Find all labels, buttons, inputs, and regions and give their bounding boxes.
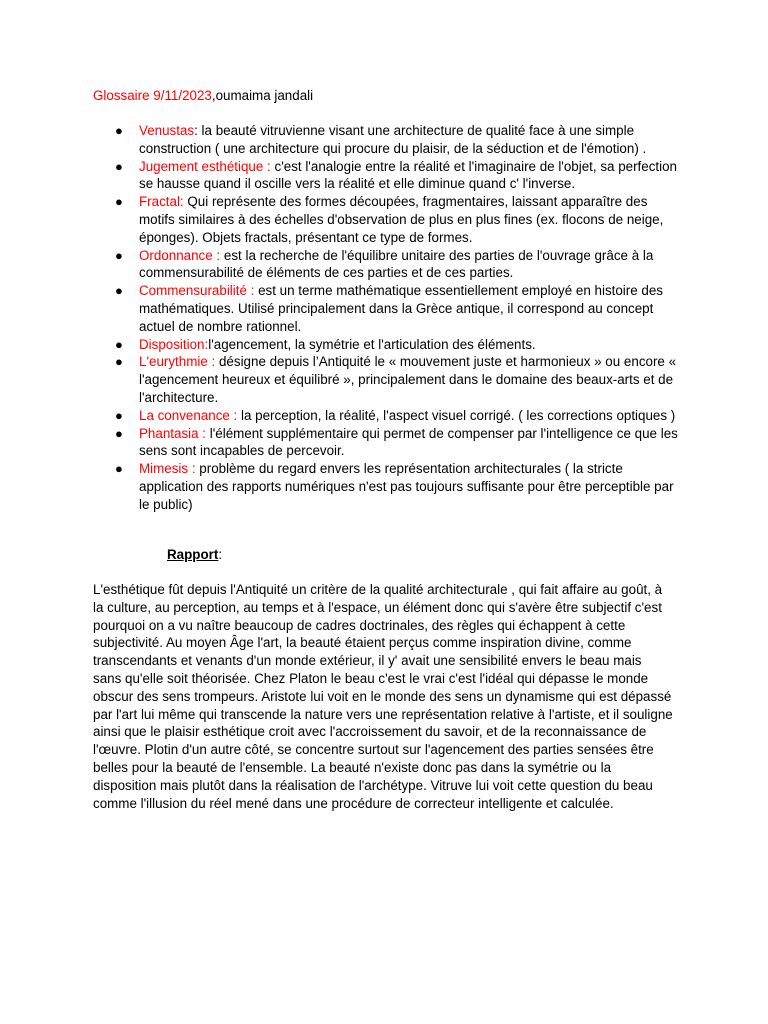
glossary-definition: désigne depuis l’Antiquité le « mouvement juste et harmonieux » ou encore « l'agencement heureux et équilibré », principalement dans le domaine des beaux-arts et de l'architecture. (139, 354, 677, 405)
heading-title: Glossaire 9/11/2023 (93, 88, 212, 103)
bullet-icon: ● (115, 247, 123, 263)
glossary-item-commensurabilite (93, 282, 683, 335)
rapport-colon: : (218, 547, 223, 562)
glossary-item-fractal (93, 193, 683, 246)
glossary-term: La convenance : (139, 407, 238, 423)
glossary-list (93, 122, 683, 514)
glossary-term: Fractal: (139, 194, 184, 210)
bullet-icon: ● (115, 283, 123, 299)
glossary-item-eurythmie (93, 353, 683, 406)
rapport-title: Rapport (167, 547, 219, 562)
glossary-item-ordonnance (93, 247, 683, 283)
glossary-term: Venustas (139, 123, 195, 138)
glossary-definition: Qui représente des formes découpées, fragmentaires, laissant apparaître des motifs similaires à des échelles d'observation de plus en plus fines (ex. flocons de neige, éponges). Objets fractals, présentant ce type de formes. (139, 194, 664, 245)
glossary-term: Phantasia : (139, 425, 206, 441)
glossary-definition: la perception, la réalité, l'aspect visuel corrigé. ( les corrections optiques ) (241, 407, 676, 423)
bullet-icon: ● (115, 158, 123, 174)
glossary-definition: l'agencement, la symétrie et l'articulation des éléments. (208, 336, 536, 352)
bullet-icon: ● (115, 407, 123, 423)
glossary-term: Ordonnance : (139, 247, 221, 263)
glossary-term: L'eurythmie : (139, 354, 216, 370)
glossary-item-disposition (93, 336, 683, 354)
bullet-icon: ● (115, 354, 123, 370)
rapport-heading (167, 546, 222, 564)
glossary-definition: l'élément supplémentaire qui permet de compenser par l'intelligence ce que les sens sont incapables de percevoir. (139, 425, 678, 459)
document-heading (93, 87, 313, 105)
glossary-item-mimesis (93, 460, 683, 513)
glossary-item-venustas (93, 122, 683, 158)
glossary-term: Disposition: (139, 336, 209, 352)
glossary-definition: est un terme mathématique essentiellement employé en histoire des mathématiques. Utilisé principalement dans la Grèce antique, il correspond au concept actuel de nombre rationnel. (139, 283, 664, 334)
glossary-item-phantasia (93, 425, 683, 461)
glossary-separator: : (194, 123, 202, 138)
bullet-icon: ● (115, 194, 123, 210)
glossary-definition: c'est l'analogie entre la réalité et l'imaginaire de l'objet, sa perfection se hausse quand il oscille vers la réalité et elle diminue quand c' l'inverse. (139, 158, 678, 192)
glossary-definition: la beauté vitruvienne visant une architecture de qualité face à une simple construction ( une architecture qui procure du plaisir, de la séduction et de l'émotion) . (139, 123, 647, 156)
bullet-icon: ● (115, 461, 123, 477)
glossary-term: Jugement esthétique : (139, 158, 271, 174)
bullet-icon: ● (115, 336, 123, 352)
glossary-definition: problème du regard envers les représentation architecturales ( la stricte application des rapports numériques n'est pas toujours suffisante pour être perceptible par le public) (139, 461, 674, 512)
glossary-term: Commensurabilité : (139, 283, 255, 299)
glossary-item-convenance (93, 407, 683, 425)
heading-author: ,oumaima jandali (211, 88, 314, 103)
bullet-icon: ● (115, 123, 123, 138)
glossary-item-jugement-esthetique (93, 158, 683, 194)
glossary-definition: est la recherche de l'équilibre unitaire des parties de l'ouvrage grâce à la commensurabilité de éléments de ces parties et de ces parties. (139, 247, 654, 281)
bullet-icon: ● (115, 425, 123, 441)
rapport-paragraph: L'esthétique fût depuis l'Antiquité un critère de la qualité architecturale , qui fait affaire au goût, à la culture, au perception, au temps et à l'espace, un élément donc qui s'avère être subjectif c'est pourquoi on a vu naître beaucoup de cadres doctrinales, des règles qui échappent à cette subjectivité. Au moyen Âge l'art, la beauté étaient perçus comme inspiration divine, comme transcendants et venants d'un monde extérieur, il y' avait une sensibilité envers le beau mais sans qu'elle soit théorisée. Chez Platon le beau c'est le vrai c'est l'idéal qui dépasse le monde obscur des sens trompeurs. Aristote lui voit en le monde des sens un dynamisme qui est dépassé par l'art lui même qui transcende la nature vers une représentation relative à l'artiste, et il souligne ainsi que le plaisir esthétique croit avec l'accroissement du savoir, et de la reconnaissance de l'œuvre. Plotin d'un autre côté, se concentre surtout sur l'agencement des parties sensées être belles pour la beauté de l'ensemble. La beauté n'existe donc pas dans la symétrie ou la disposition mais plutôt dans la réalisation de l'archétype. Vitruve lui voit cette question du beau comme l'illusion du réel mené dans une procédure de correcteur intelligente et calculée. (93, 582, 673, 811)
glossary-term: Mimesis : (139, 461, 196, 477)
